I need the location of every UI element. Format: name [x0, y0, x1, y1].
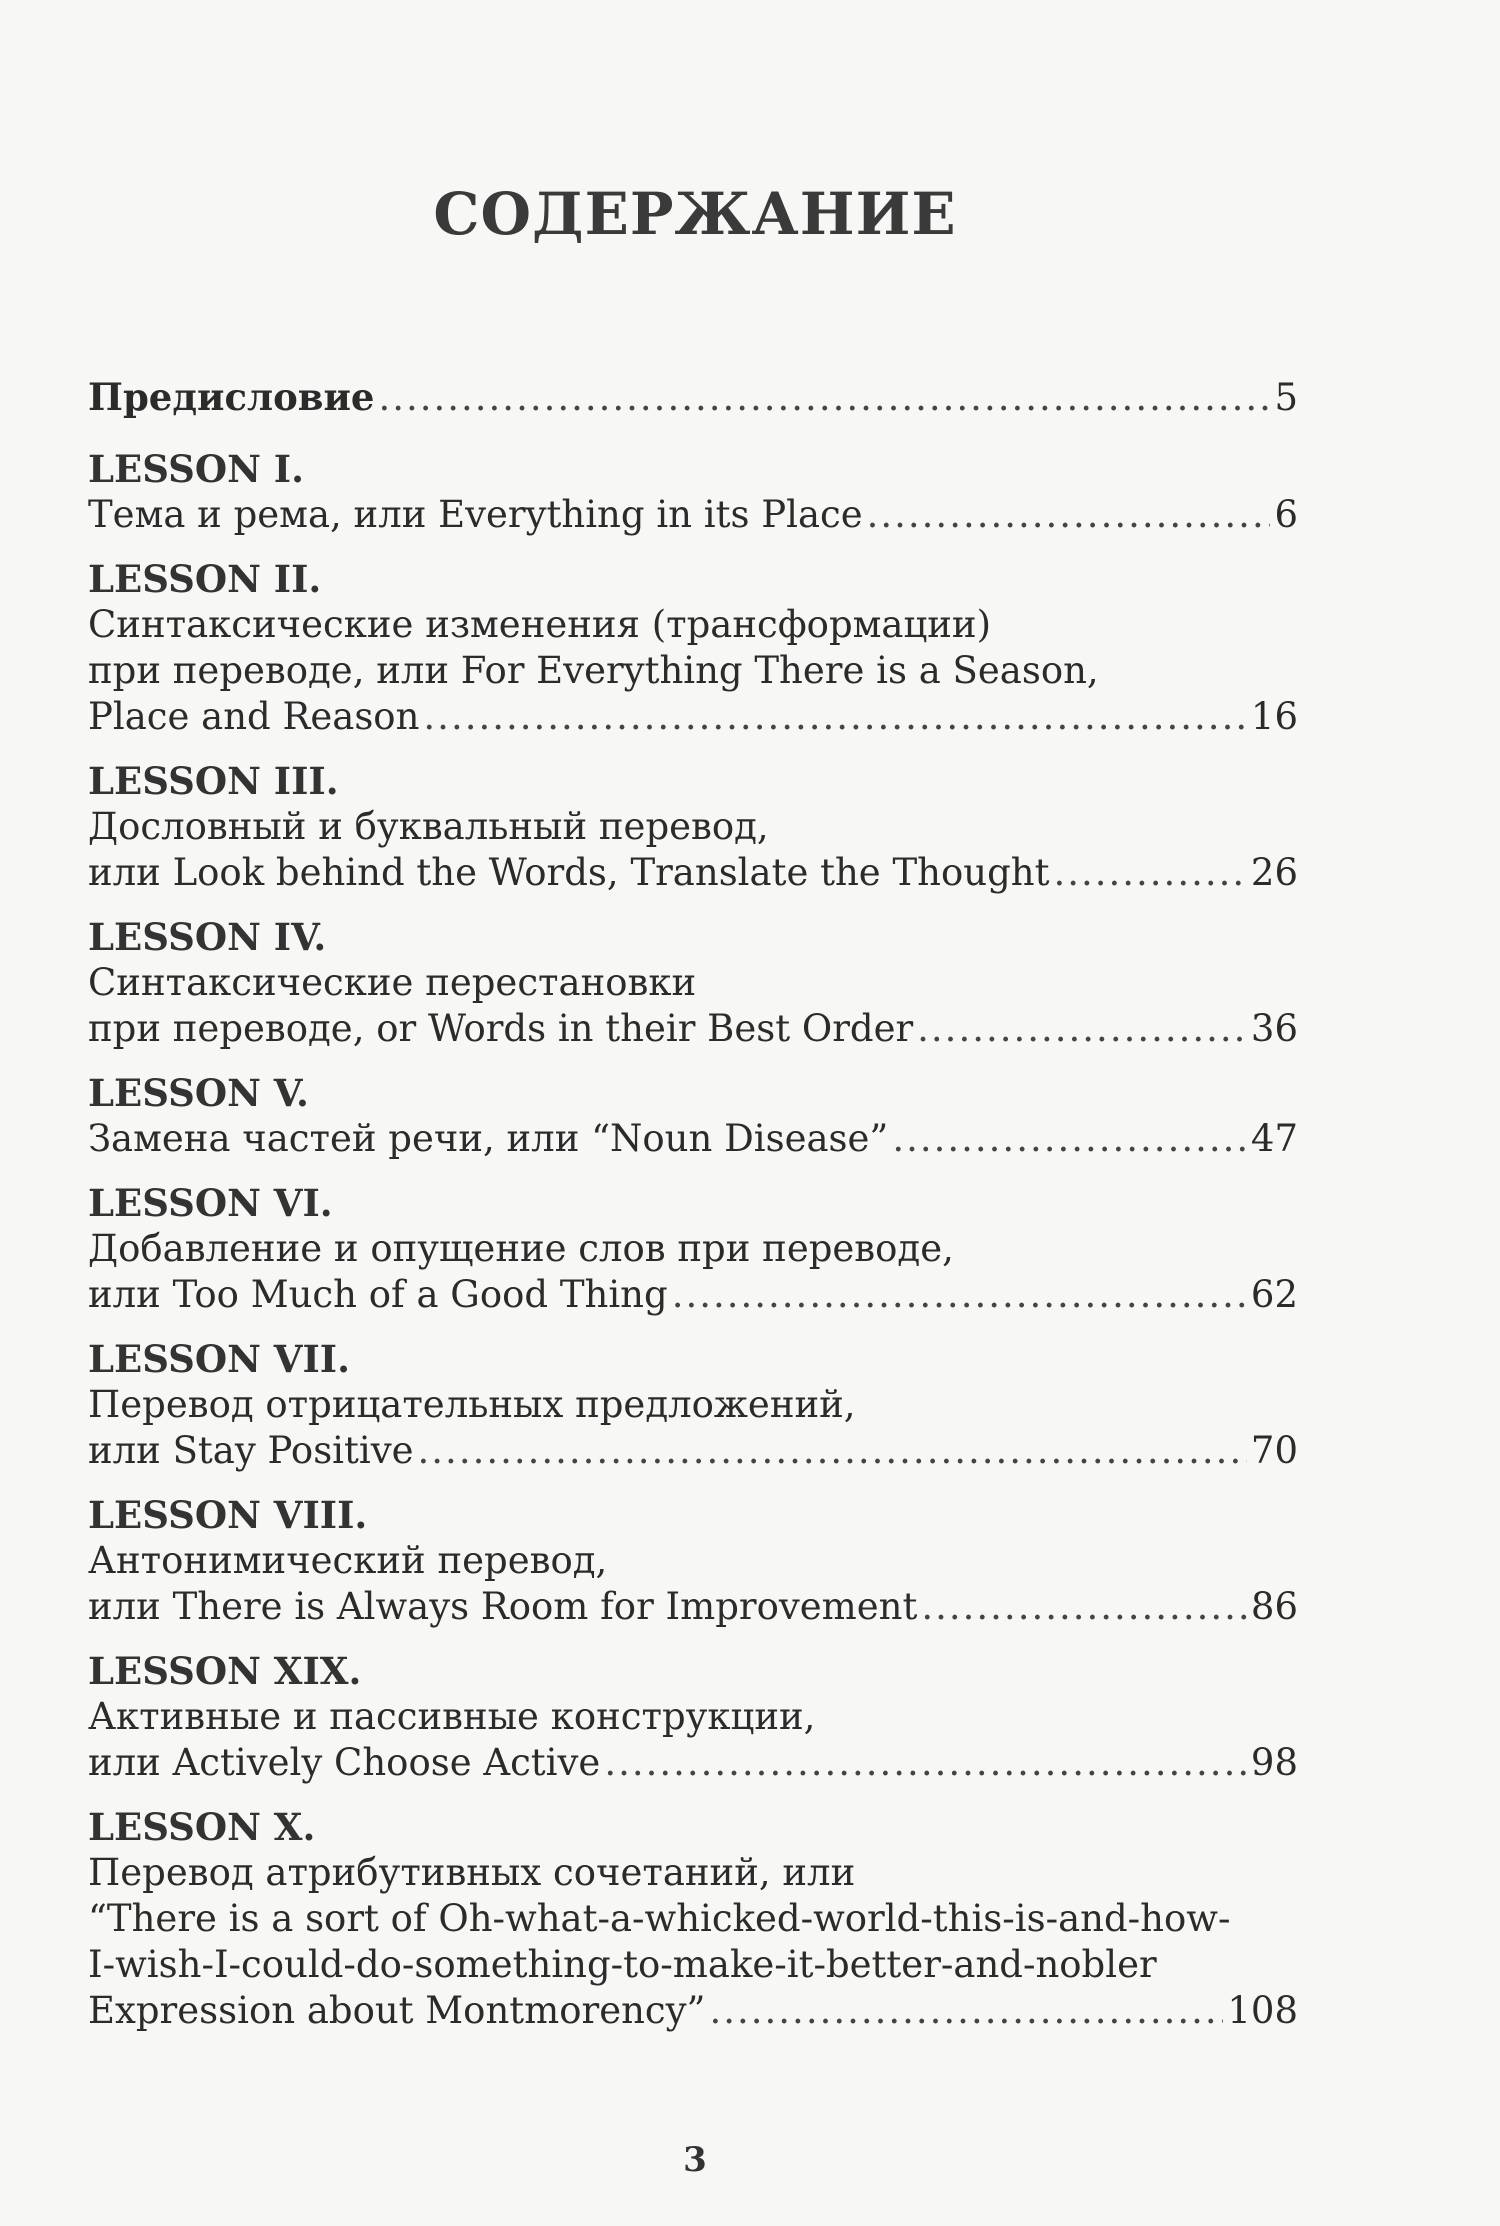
lesson-title-line: “There is a sort of Oh-what-a-whicked-world-this-is-and-how- — [88, 1897, 1231, 1940]
lesson-title-line: Синтаксические перестановки — [88, 961, 697, 1004]
toc-entry-line — [88, 1116, 1298, 1162]
lesson-page-number: 16 — [1250, 695, 1298, 738]
lesson-page-number: 86 — [1250, 1585, 1298, 1628]
dot-leader — [672, 1272, 1247, 1318]
dot-leader — [921, 1584, 1247, 1630]
lesson-label: LESSON II. — [88, 557, 322, 601]
lesson-label: LESSON I. — [88, 447, 304, 491]
lesson-title-line: при переводе, or Words in their Best Order — [88, 1007, 914, 1050]
lesson-label: LESSON IV. — [88, 915, 327, 959]
lesson-title-line: Синтаксические изменения (трансформации) — [88, 603, 992, 646]
toc-entry-lesson — [88, 1492, 1298, 1630]
toc-entry-line — [88, 850, 1298, 896]
dot-leader — [1053, 850, 1246, 896]
dot-leader — [423, 694, 1246, 740]
dot-leader — [892, 1116, 1247, 1162]
toc-entry-line — [88, 374, 1298, 420]
lesson-label: LESSON X. — [88, 1805, 316, 1849]
toc-entry-line — [88, 1740, 1298, 1786]
lesson-title-line: или There is Always Room for Improvement — [88, 1585, 918, 1628]
lesson-page-number: 70 — [1250, 1429, 1298, 1472]
lesson-title-line: Замена частей речи, или “Noun Disease” — [88, 1117, 889, 1160]
toc-entry-line — [88, 1272, 1298, 1318]
toc-entry-lesson — [88, 1648, 1298, 1786]
lesson-label: LESSON III. — [88, 759, 339, 803]
dot-leader — [709, 1988, 1223, 2034]
lesson-title-line: Дословный и буквальный перевод, — [88, 805, 769, 848]
lesson-title-line: Антонимический перевод, — [88, 1539, 608, 1582]
toc-entry-lesson — [88, 914, 1298, 1052]
toc-entry-lesson — [88, 758, 1298, 896]
lesson-page-number: 108 — [1227, 1989, 1298, 2032]
toc-entry-lesson — [88, 1070, 1298, 1162]
lesson-page-number: 6 — [1274, 493, 1298, 536]
lesson-label: LESSON VIII. — [88, 1493, 368, 1537]
lesson-page-number: 47 — [1250, 1117, 1298, 1160]
lesson-title-line: или Look behind the Words, Translate the Thought — [88, 851, 1050, 894]
preface-label: Предисловие — [88, 375, 375, 419]
lesson-title-line: Expression about Montmorency” — [88, 1989, 706, 2032]
toc-entry-line — [88, 1006, 1298, 1052]
toc-entry-line — [88, 1428, 1298, 1474]
lesson-label: LESSON XIX. — [88, 1649, 362, 1693]
page-title: СОДЕРЖАНИЕ — [433, 180, 957, 248]
lesson-label: LESSON VII. — [88, 1337, 350, 1381]
lesson-page-number: 98 — [1250, 1741, 1298, 1784]
toc-entry-line — [88, 694, 1298, 740]
lesson-title-line: Перевод отрицательных предложений, — [88, 1383, 856, 1426]
dot-leader — [917, 1006, 1247, 1052]
toc-entry-line — [88, 1584, 1298, 1630]
lesson-title-line: I-wish-I-could-do-something-to-make-it-better-and-nobler — [88, 1943, 1157, 1986]
lesson-title-line: Place and Reason — [88, 695, 420, 738]
lesson-page-number: 62 — [1250, 1273, 1298, 1316]
dot-leader — [378, 375, 1270, 421]
lesson-page-number: 26 — [1250, 851, 1298, 894]
lesson-page-number: 36 — [1250, 1007, 1298, 1050]
toc-entry-lesson — [88, 1180, 1298, 1318]
lesson-title-line: при переводе, или For Everything There is a Season, — [88, 649, 1099, 692]
dot-leader — [604, 1740, 1247, 1786]
lesson-title-line: Перевод атрибутивных сочетаний, или — [88, 1851, 856, 1894]
lesson-title-line: или Actively Choose Active — [88, 1741, 601, 1784]
toc-entry-line — [88, 1988, 1298, 2034]
lesson-label: LESSON V. — [88, 1071, 309, 1115]
toc-entry-line — [88, 492, 1298, 538]
toc-entry-preface — [88, 374, 1298, 420]
toc-entry-lesson — [88, 446, 1298, 538]
lesson-title-line: Тема и рема, или Everything in its Place — [88, 493, 863, 536]
toc-entry-lesson — [88, 1804, 1298, 2034]
toc-entry-lesson — [88, 556, 1298, 740]
preface-page-number: 5 — [1274, 376, 1298, 419]
lesson-title-line: Активные и пассивные конструкции, — [88, 1695, 816, 1738]
dot-leader — [867, 492, 1271, 538]
page-number: 3 — [683, 2140, 707, 2180]
table-of-contents — [88, 374, 1298, 2052]
lesson-label: LESSON VI. — [88, 1181, 333, 1225]
lesson-title-line: Добавление и опущение слов при переводе, — [88, 1227, 954, 1270]
toc-entry-lesson — [88, 1336, 1298, 1474]
lesson-title-line: или Stay Positive — [88, 1429, 414, 1472]
dot-leader — [418, 1428, 1247, 1474]
lesson-title-line: или Too Much of a Good Thing — [88, 1273, 668, 1316]
